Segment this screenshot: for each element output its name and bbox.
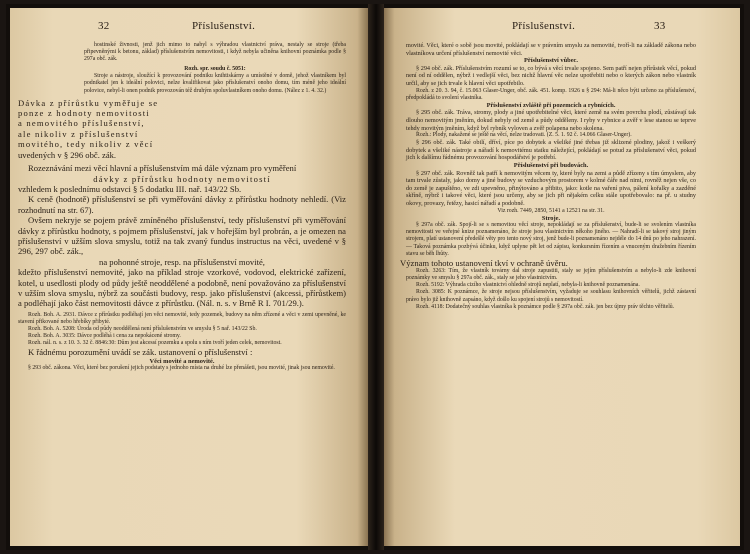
left-page-header: Příslušenství. [192, 20, 256, 32]
subhead-buildings: Příslušenství při budovách. [513, 162, 589, 169]
book-gutter [368, 4, 384, 550]
highlight-box [18, 98, 168, 160]
right-p1: movité. Věci, které o sobě jsou movité, pokládají se v právním smyslu za nemovité, tvoří-li na základě zákona nebo vlastníkova určení příslušenství nemovité věci. [406, 42, 696, 57]
right-page [384, 8, 740, 546]
case-1-label: Rozh. spr. soudu č. 5051: [184, 66, 246, 73]
case-4: Rozh. Boh. A. 3035: Dávce podléhá i cena za nepokácené stromy. [28, 333, 181, 340]
left-para-5: kdežto příslušenství nemovité, jako na příklad stroje vzorkové, vodovod, elektrické zařízení, kotel, u usedlosti plody od půdy ještě neoddělené a podobně, není považováno za příslušenství v užším slova smyslu, nýbrž za součásti budovy, resp. jako příslušenství (akcessi, přírůstkem) a podléhají jako část nemovitosti dávce z přírůstku. (Nál. n. s. v Brně R I. 701/29.). [18, 267, 346, 309]
subhead-general: Příslušenství vůbec. [524, 57, 578, 65]
left-para-1: Rozeznávání mezi věcí hlavní a příslušenstvím má dále význam pro vyměření [28, 163, 297, 174]
right-p3: Rozh. z 20. 3. 94, č. 15.063 Glaser-Unger, obč. zák. 451. komp. 1926 u § 294: Má-li něco býti určeno za příslušenství, předpokládá to svolení vlastníka. [406, 87, 696, 101]
right-p7: § 297 obč. zák. Rovněž tak patří k nemovitým věcem ty, které byly na zemi a půdě zřízeny s tím úmyslem, aby tam trvale zůstaly, jako domy a jiné budovy se vzduchovým prostorem v kolmé čáře nad nimi, rovněž nejen vše, co do země je zapuštěno, ve zdi upevněno, přinýtováno a přibito, jako: kotle na vaření piva, pálení kořalky a zazděné skříně, nýbrž i takové věci, které jsou určeny, aby se jich při nějakém celku stále upotřebovalo: na př. u studny okovy, provazy, řetězy, hasicí nářadí a podobně. [406, 169, 696, 207]
left-top-paragraph: hostinské živnosti, jenž jich mimo to nabyl s výhradou vlastnictví práva, nestaly se stroje (třeba připevněnými k betonu, základ) příslušenstvím nemovitosti, i když nebyla učiněna knihovní poznámka podle § 297a obč. zák. [84, 42, 346, 63]
right-p13: Rozh. 3085: K poznámce, že stroje nejsou příslušenstvím, vyžaduje se souhlasu knihovních věřitelů, jichž zástavní právo bylo již knihovně zapsáno, když došlo ku spojení strojů s nemovitostí. [406, 289, 696, 303]
right-page-content [400, 42, 696, 311]
case-3: Rozh. Boh. A. 5208: Úroda od půdy neoddělená není příslušenstvím ve smyslu § 5 nař. 143/22 Sb. [28, 325, 257, 332]
left-center-2: na pohonné stroje, resp. na příslušenství movité, [99, 256, 265, 267]
right-p9: § 297a obč. zák. Spojí-li se s nemovitou věcí stroje, nepokládají se za příslušenství, bude-li se svolením vlastníka nemovitosti ve veřejné knize poznamenáno, že stroje jsou vlastnictvím někoho jiného. — Nahradí-li se takový stroj jiným strojem, platí ustanovení předešlé věty pro tento nový stroj, jenž bude-li poznamenáno nejdéle do 14 dnů po jeho nahrazení. — Taková poznámka pozbývá účinku, když uplyne pět let od zápisu, konkursním řízením a vnuceným dražebním řízením stavu se běh lhůty. [406, 222, 696, 257]
right-p2: § 294 obč. zák. Příslušenstvím rozumí se to, co bývá s věcí trvale spojeno. Sem patří nejen přírůstek věcí, pokud není od ní oddělen, nýbrž i vedlejší věci, bez nichž hlavní věc nelze upotřebiti nebo o kterých zákon nebo vlastník určil, aby se jich trvale k hlavní věci upotřebilo. [406, 64, 696, 87]
box-line-2: ponze z hodnoty nemovitosti [18, 108, 150, 119]
left-para-3: K ceně (hodnotě) příslušenství se při vyměřování dávky z přírůstku hodnoty nehledí. (Viz rozhodnutí na str. 67). [18, 194, 346, 215]
left-para-2: vzhledem k poslednímu odstavci § 5 dodatku III. nař. 143/22 Sb. [18, 183, 242, 194]
left-para-6: K řádnému porozumění uvádí se zák. ustanovení o příslušenství : [28, 347, 253, 358]
case-1-text: Stroje a nástroje, sloužící k provozování podniku knihtiskárny a umístěné v domě, jehož vlastníkem byl podnikatel jen k ideální polovici, nelze kvalifikovat jako příslušenství onoho domu, tím méně jeho ideální polovice, nebyl-li onen podnik provozován též druhým spoluvlastníkem onoho domu. (Nález z 1. 4. 32.) [84, 73, 346, 94]
left-center-1: dávky z přírůstku hodnoty nemovitostí [93, 173, 271, 184]
box-line-1: Dávka z přírůstku vyměřuje se [18, 97, 159, 108]
right-page-header: Příslušenství. [512, 20, 576, 32]
right-p4: § 295 obč. zák. Tráva, stromy, plody a jiné upotřebitelné věci, které země na svém povrchu plodí, zůstávají tak dlouho nemovitým jměním, dokud nebyly od země a půdy odděleny. I ryby v rybnice a zvěř v lese stanou se teprve tehdy movitým jměním, když byl rybník vyloven a zvěř polapena nebo skolena. [406, 109, 696, 132]
left-page-number: 32 [98, 20, 110, 32]
right-page-number: 33 [654, 20, 666, 32]
book-spread [6, 4, 744, 550]
right-p5: Rozh.: Plody, nakažené se ještě na věcí, nelze tradovati. (Z. 5. 1. 92 č. 14.066 Glaser-Unger). [416, 132, 632, 139]
right-p11: Rozh. 3263: Tím, že vlastník továrny dal stroje zapustiti, staly se jejím příslušenstvím a nebylo-li zde knihovní poznámky ve smyslu § 297a obč. zák., staly se jeho vlastnictvím. [406, 268, 696, 282]
right-p6: § 296 obč. zák. Také obilí, dříví, píce po dobytek a všeliké jiné třebas již sklizené plodiny, jakož i veškerý dobytek a všeliké nástroje a nářadí k nemovitému statku náležející, pokládají se potud za příslušenství věci, pokud jich k dalšímu řádnému provozování hospodářství je potřebí. [406, 139, 696, 162]
right-p10: Význam tohoto ustanovení tkví v ochraně úvěru. [400, 257, 568, 268]
box-line-6: uvedených v § 296 obč. zák. [18, 149, 117, 160]
box-line-4: ale nikoliv z příslušenství [18, 128, 139, 139]
left-page-content [18, 42, 346, 372]
right-p12: Rozh. 5192: Výhrada cizího vlastnictví ohledně strojů neplatí, nebyla-li knihovně poznamenána. [416, 282, 640, 289]
subhead-machines: Stroje. [541, 214, 561, 222]
subhead-movable: Věci movité a nemovité. [149, 357, 215, 365]
left-para-7: § 293 obč. zákona. Věci, které bez porušení jejich podstaty s jednoho místa na druhé lze přenášeti, jsou movité, jinak jsou nemovité. [28, 365, 335, 372]
right-p14: Rozh. 4118: Dodatečný souhlas vlastníka k poznámce podle § 297a obč. zák. jen bez újmy práv těchto věřitelů. [416, 303, 675, 310]
box-line-5: movitého, tedy nikoliv z věcí [18, 139, 154, 150]
case-5: Rozh. nál. n. s. z 10. 3. 32 č. 8846:30: Dům jest akcessí pozemku a spolu s ním tvoří jeden celek, nemovitost. [28, 340, 282, 347]
subhead-land: Příslušenství zvláště při pozemcích a rybnících. [486, 101, 616, 109]
case-2: Rozh. Boh. A. 2931. Dávce z přírůstku podléhají jen věci nemovité, tedy pozemek, budovy na něm zřízené a věci v zemi upevněné, ke stavení přikované nebo hřebíky přibyté. [18, 311, 346, 325]
box-line-3: a nemovitého příslušenství, [18, 118, 145, 129]
right-p8: Viz rozh. 7449, 2850, 5141 a 12521 na str. 31. [497, 207, 605, 214]
left-para-4: Ovšem nekryje se pojem právě zmíněného příslušenství, tedy příslušenství při vyměřování dávky z přírůstku hodnoty, s pojmem příslušenství, jak v hořejším byl probrán, a je omezen na příslušenství v užším slova smyslu, totiž na tak zvaný fundus instructus na věci, uvedené v § 296, 297 obč. zák., [18, 215, 346, 257]
left-page [10, 8, 368, 546]
